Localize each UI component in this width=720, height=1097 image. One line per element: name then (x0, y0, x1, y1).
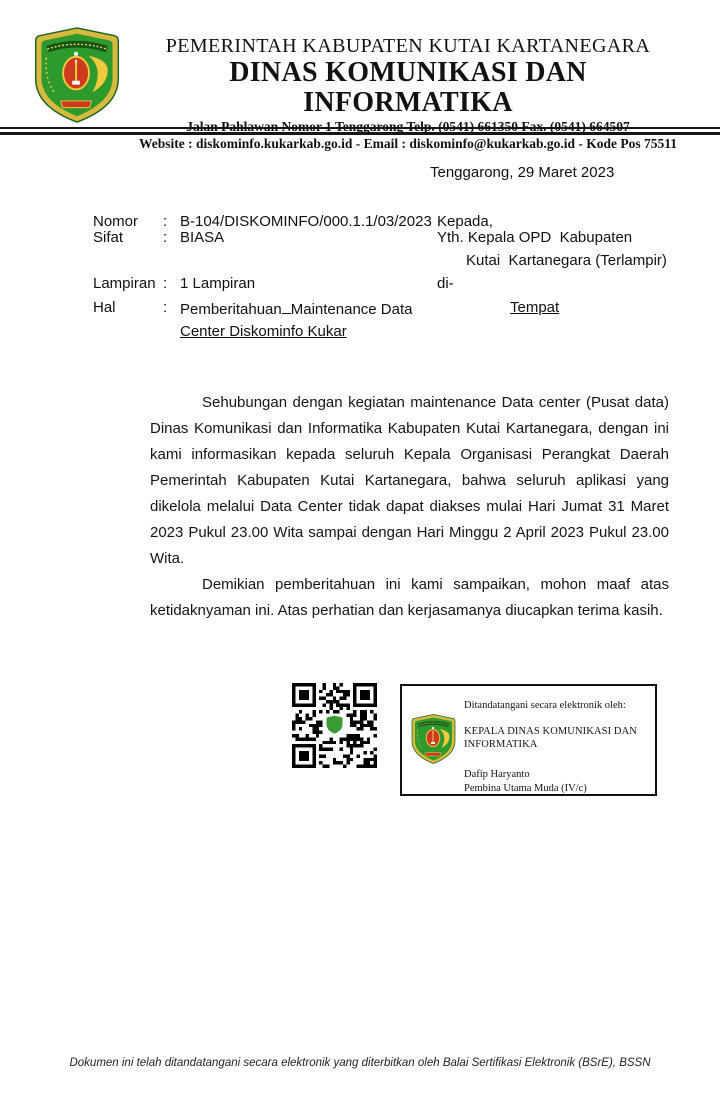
signature-text (464, 686, 650, 795)
body-paragraph-2: Demikian pemberitahuan ini kami sampaikan, mohon maaf atas ketidaknyaman ini. Atas perhatian dan kerjasamanya diucapkan terima kasih. (150, 576, 669, 619)
agency-contact: Website : diskominfo.kukarkab.go.id - Email : diskominfo@kukarkab.go.id - Kode Pos 75511 (138, 136, 678, 151)
meta-row-hal (93, 299, 413, 318)
hal-value-part2: Maintenance Data (290, 301, 413, 318)
lampiran-label: Lampiran (93, 275, 156, 292)
signer-rank: Pembina Utama Muda (IV/c) (464, 783, 587, 794)
nomor-label: Nomor (93, 213, 139, 230)
colon: : (163, 213, 168, 230)
signer-title: KEPALA DINAS KOMUNIKASI DAN INFORMATIKA (464, 726, 637, 750)
shield-emblem-icon (411, 698, 456, 780)
sifat-value: BIASA (180, 229, 225, 246)
recipient-tempat: Tempat (510, 299, 560, 316)
hal-value-line1 (180, 299, 412, 318)
recipient-line1: Yth. Kepala OPD Kabupaten (437, 229, 633, 246)
qr-code-image (292, 683, 377, 768)
letter-body (150, 390, 669, 624)
bsre-footer-note: Dokumen ini telah ditandatangani secara elektronik yang diterbitkan oleh Balai Sertifikasi Elektronik (BSrE), BSSN (69, 1057, 651, 1069)
hal-value-part1: Pemberitahuan (180, 301, 282, 318)
body-paragraph-1: Sehubungan dengan kegiatan maintenance Data center (Pusat data) Dinas Komunikasi dan Informatika Kabupaten Kutai Kartanegara, dengan ini kami informasikan kepada seluruh Kepala Organisasi Perangkat Daerah Pemerintah Kabupaten Kutai Kartanegara, bahwa seluruh aplikasi yang dikelola melalui Data Center tidak dapat diakses mulai Hari Jumat 31 Maret 2023 Pukul 23.00 Wita sampai dengan Hari Minggu 2 April 2023 Pukul 23.00 Wita. (150, 394, 669, 567)
signed-electronically-label: Ditandatangani secara elektronik oleh: (464, 700, 626, 711)
hal-value-line2: Center Diskominfo Kukar (180, 323, 347, 340)
colon: : (163, 299, 168, 316)
colon: : (163, 229, 168, 246)
agency-address: Jalan Pahlawan Nomor 1 Tenggarong Telp. (0541) 661350 Fax. (0541) 664507 (186, 119, 630, 134)
agency-logo-icon (33, 27, 121, 123)
meta-row-lampiran (93, 275, 256, 292)
nomor-value: B-104/DISKOMINFO/000.1.1/03/2023 (180, 213, 432, 230)
electronic-signature-box (400, 684, 657, 796)
sifat-label: Sifat (93, 229, 124, 246)
recipient-line2: Kutai Kartanegara (Terlampir) (466, 252, 667, 269)
lampiran-value: 1 Lampiran (180, 275, 256, 292)
meta-row-nomor (93, 213, 432, 230)
agency-name: DINAS KOMUNIKASI DAN INFORMATIKA (229, 57, 587, 118)
date-line: Tenggarong, 29 Maret 2023 (430, 164, 615, 181)
government-name: PEMERINTAH KABUPATEN KUTAI KARTANEGARA (165, 35, 651, 57)
signature-logo-icon (411, 698, 456, 780)
underlined-space (282, 299, 291, 314)
recipient-di: di- (437, 275, 454, 292)
shield-emblem-icon (33, 27, 121, 123)
hal-label: Hal (93, 299, 116, 316)
qr-code (292, 683, 377, 768)
letterhead-divider (0, 127, 720, 135)
meta-row-sifat (93, 229, 225, 246)
colon: : (163, 275, 168, 292)
recipient-kepada: Kepada, (437, 213, 493, 230)
signer-name: Dafip Haryanto (464, 769, 530, 780)
